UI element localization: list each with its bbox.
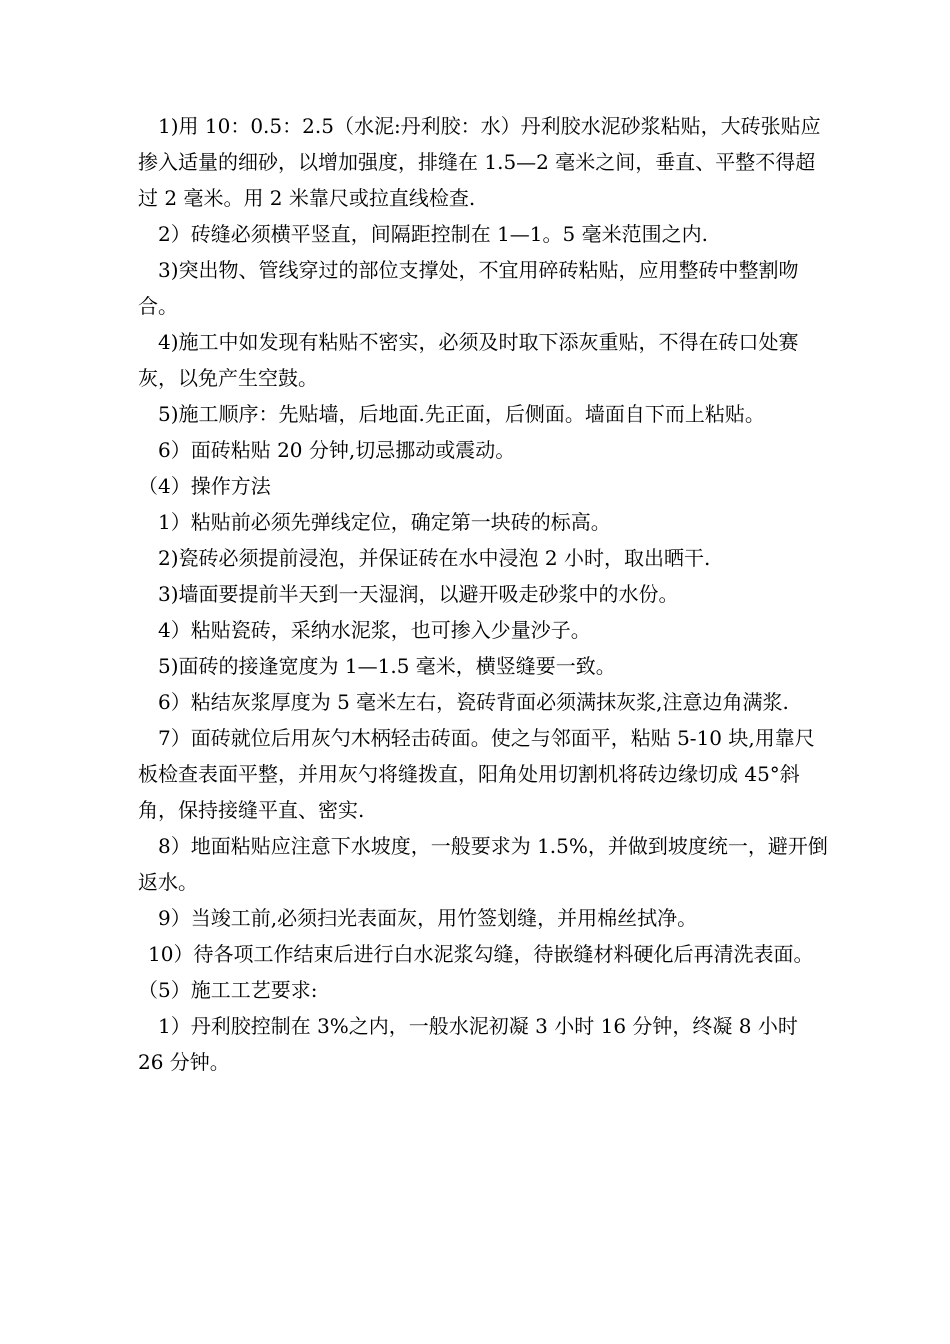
paragraph-item-2: 2）砖缝必须横平竖直，间隔距控制在 1—1。5 毫米范围之内. xyxy=(158,222,708,246)
paragraph-item-10: 4）粘贴瓷砖，采纳水泥浆，也可掺入少量沙子。 xyxy=(158,618,591,642)
section-heading-4: （4）操作方法 xyxy=(138,474,271,498)
paragraph-item-11: 5)面砖的接逢宽度为 1—1.5 毫米，横竖缝要一致。 xyxy=(158,654,616,678)
paragraph-item-12: 6）粘结灰浆厚度为 5 毫米左右，瓷砖背面必须满抹灰浆,注意边角满浆. xyxy=(158,690,789,714)
paragraph-item-14: 8）地面粘贴应注意下水坡度，一般要求为 1.5%，并做到坡度统一，避开倒返水。 xyxy=(138,834,828,894)
paragraph-item-1: 1)用 10：0.5：2.5（水泥:丹利胶：水）丹利胶水泥砂浆粘贴，大砖张贴应掺入适量的细砂，以增加强度，排缝在 1.5—2 毫米之间，垂直、平整不得超过 2 毫米。用 2 米靠尺或拉直线检查. xyxy=(138,114,821,210)
paragraph-item-15: 9）当竣工前,必须扫光表面灰，用竹签划缝，并用棉丝拭净。 xyxy=(158,906,698,930)
paragraph-item-9: 3)墙面要提前半天到一天湿润，以避开吸走砂浆中的水份。 xyxy=(158,582,679,606)
section-heading-5: （5）施工工艺要求: xyxy=(138,978,318,1002)
paragraph-item-16: 10）待各项工作结束后进行白水泥浆勾缝，待嵌缝材料硬化后再清洗表面。 xyxy=(148,942,814,966)
paragraph-item-5: 5)施工顺序：先贴墙，后地面.先正面，后侧面。墙面自下而上粘贴。 xyxy=(158,402,765,426)
paragraph-item-8: 2)瓷砖必须提前浸泡，并保证砖在水中浸泡 2 小时，取出晒干. xyxy=(158,546,711,570)
paragraph-item-7: 1）粘贴前必须先弹线定位，确定第一块砖的标高。 xyxy=(158,510,611,534)
paragraph-item-3: 3)突出物、管线穿过的部位支撑处，不宜用碎砖粘贴，应用整砖中整割吻合。 xyxy=(138,258,799,318)
paragraph-item-6: 6）面砖粘贴 20 分钟,切忌挪动或震动。 xyxy=(158,438,516,462)
document-body xyxy=(138,108,828,1080)
paragraph-item-4: 4)施工中如发现有粘贴不密实，必须及时取下添灰重贴，不得在砖口处赛灰，以免产生空鼓。 xyxy=(138,330,799,390)
paragraph-item-17: 1）丹利胶控制在 3%之内，一般水泥初凝 3 小时 16 分钟，终凝 8 小时 26 分钟。 xyxy=(138,1014,805,1074)
paragraph-item-13: 7）面砖就位后用灰勺木柄轻击砖面。使之与邻面平，粘贴 5-10 块,用靠尺板检查表面平整，并用灰勺将缝拨直，阳角处用切割机将砖边缘切成 45°斜角，保持接缝平直、密实. xyxy=(138,726,815,822)
